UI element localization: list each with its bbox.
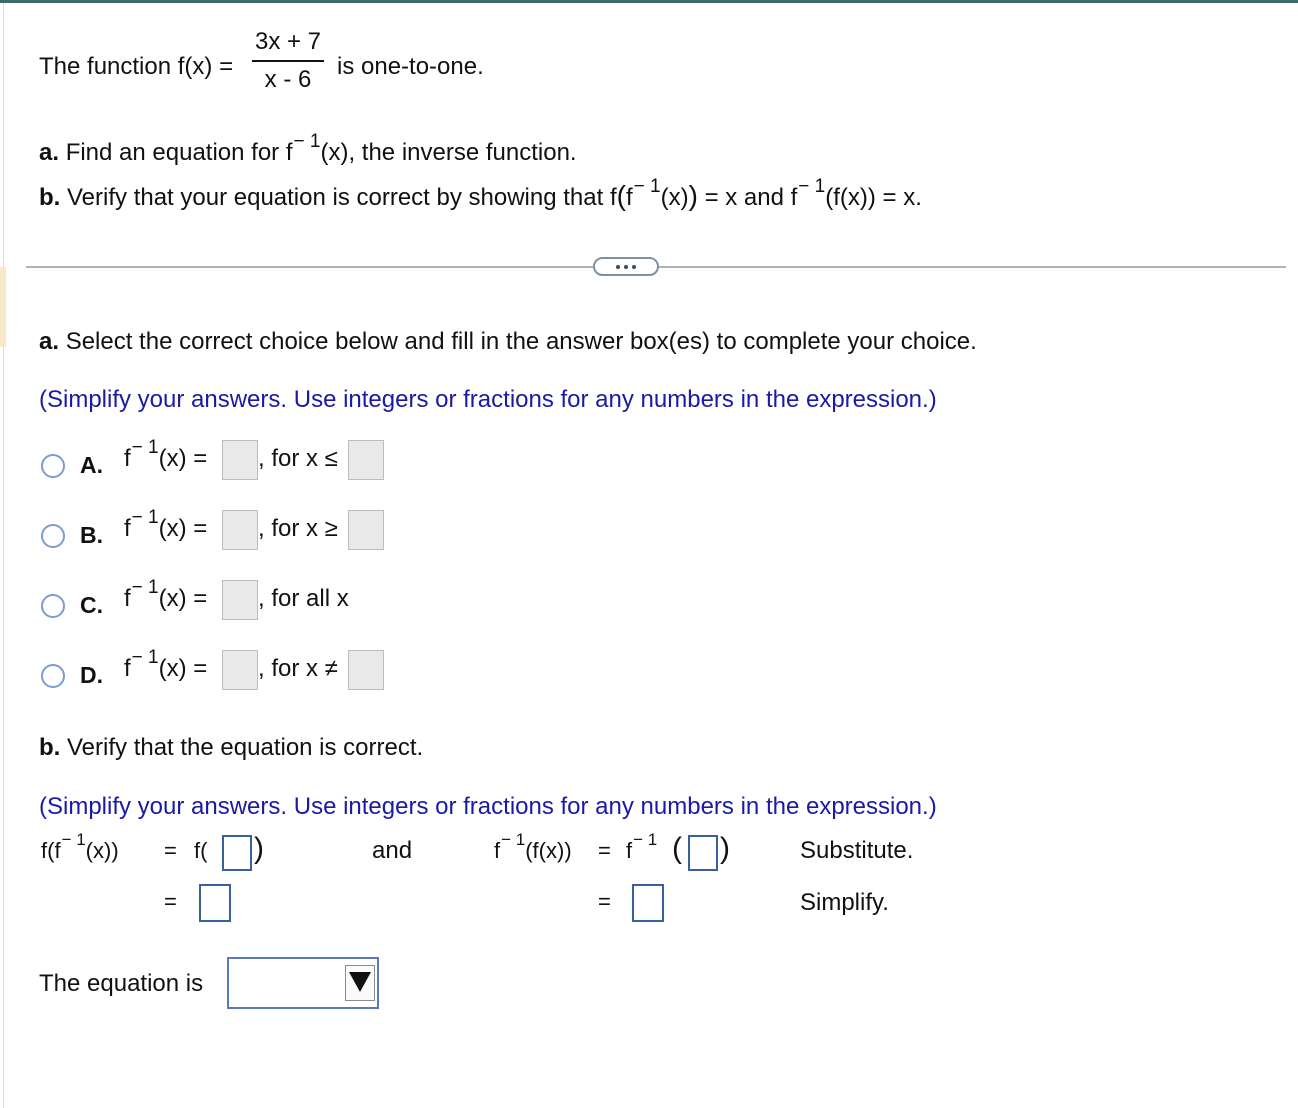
function-fraction — [252, 28, 324, 94]
and-label: and — [372, 837, 413, 864]
part-a-instruction: a. Select the correct choice below and fill in the answer box(es) to complete your choice. — [39, 328, 977, 355]
left-composition: $f(f^{- 1}(x))$ — [41, 830, 119, 863]
dot-icon — [616, 265, 620, 269]
choice-b-inverse-input[interactable] — [222, 510, 258, 550]
right-equals-1: = — [598, 838, 611, 863]
top-border — [0, 0, 1298, 3]
choice-a-domain-input[interactable] — [348, 440, 384, 480]
choice-d-letter: D. — [80, 662, 103, 688]
conclusion-label: The equation is — [39, 970, 204, 997]
left-accent-bar — [0, 267, 6, 347]
choice-d-domain-input[interactable] — [348, 650, 384, 690]
choice-b-expression: $f^{- 1}(x)$ = — [124, 507, 208, 542]
choice-d-inverse-input[interactable] — [222, 650, 258, 690]
substitute-step-label: Substitute. — [800, 837, 914, 864]
choice-b-radio[interactable] — [41, 524, 65, 548]
choice-d-radio[interactable] — [41, 664, 65, 688]
right-simplify-input[interactable] — [632, 884, 664, 922]
choice-b-condition: , for x ≥ — [258, 515, 338, 542]
choice-c-radio[interactable] — [41, 594, 65, 618]
right-substitute-input[interactable] — [688, 835, 718, 871]
fraction-denominator: x - 6 — [264, 66, 312, 93]
choice-a-letter: A. — [80, 452, 103, 478]
part-a-hint: (Simplify your answers. Use integers or fractions for any numbers in the expression.) — [39, 386, 937, 413]
dropdown-arrow-icon — [349, 972, 371, 992]
choice-d-condition: , for x ≠ — [258, 655, 338, 682]
dot-icon — [632, 265, 636, 269]
conclusion-select[interactable] — [227, 957, 379, 1009]
choice-a-condition: , for x ≤ — [258, 445, 338, 472]
choice-b-letter: B. — [80, 522, 103, 548]
choice-b-domain-input[interactable] — [348, 510, 384, 550]
choice-d-expression: $f^{- 1}(x)$ = — [124, 647, 208, 682]
left-border — [3, 3, 4, 1108]
choice-c-expression: $f^{- 1}(x)$ = — [124, 577, 208, 612]
part-b-instruction: b. Verify that the equation is correct. — [39, 734, 424, 761]
right-close-paren: ) — [720, 832, 730, 865]
choice-a-radio[interactable] — [41, 454, 65, 478]
dot-icon — [624, 265, 628, 269]
left-simplify-input[interactable] — [199, 884, 231, 922]
problem-suffix: is one-to-one. — [337, 53, 484, 80]
problem-part-b: b. Verify that your equation is correct by showing that $f(f^{- 1}(x)) = x$ and $f^{- 1}(f(x)) = x$. — [39, 176, 922, 211]
problem-prefix: The function f(x) = — [39, 53, 234, 80]
problem-part-a: a. Find an equation for $f^{- 1}(x)$, the inverse function. — [39, 131, 577, 166]
choice-c-condition: , for all x — [258, 585, 349, 612]
more-options-button[interactable] — [593, 257, 659, 276]
right-equals-2: = — [598, 889, 611, 914]
left-equals-1: = — [164, 838, 177, 863]
left-substitute-input[interactable] — [222, 835, 252, 871]
fraction-bar — [252, 60, 324, 62]
fraction-numerator: 3x + 7 — [254, 28, 322, 55]
right-f-inverse: $f^{- 1}$ — [626, 830, 658, 863]
choice-a-inverse-input[interactable] — [222, 440, 258, 480]
left-close-paren: ) — [254, 832, 264, 865]
left-equals-2: = — [164, 889, 177, 914]
part-b-hint: (Simplify your answers. Use integers or fractions for any numbers in the expression.) — [39, 793, 937, 820]
simplify-step-label: Simplify. — [800, 889, 889, 916]
right-open-paren: ( — [672, 832, 682, 865]
choice-a-expression: $f^{- 1}(x)$ = — [124, 437, 208, 472]
choice-c-letter: C. — [80, 592, 103, 618]
right-composition: $f^{- 1}(f(x))$ — [494, 830, 572, 863]
left-f-open: f( — [194, 838, 208, 863]
choice-c-inverse-input[interactable] — [222, 580, 258, 620]
